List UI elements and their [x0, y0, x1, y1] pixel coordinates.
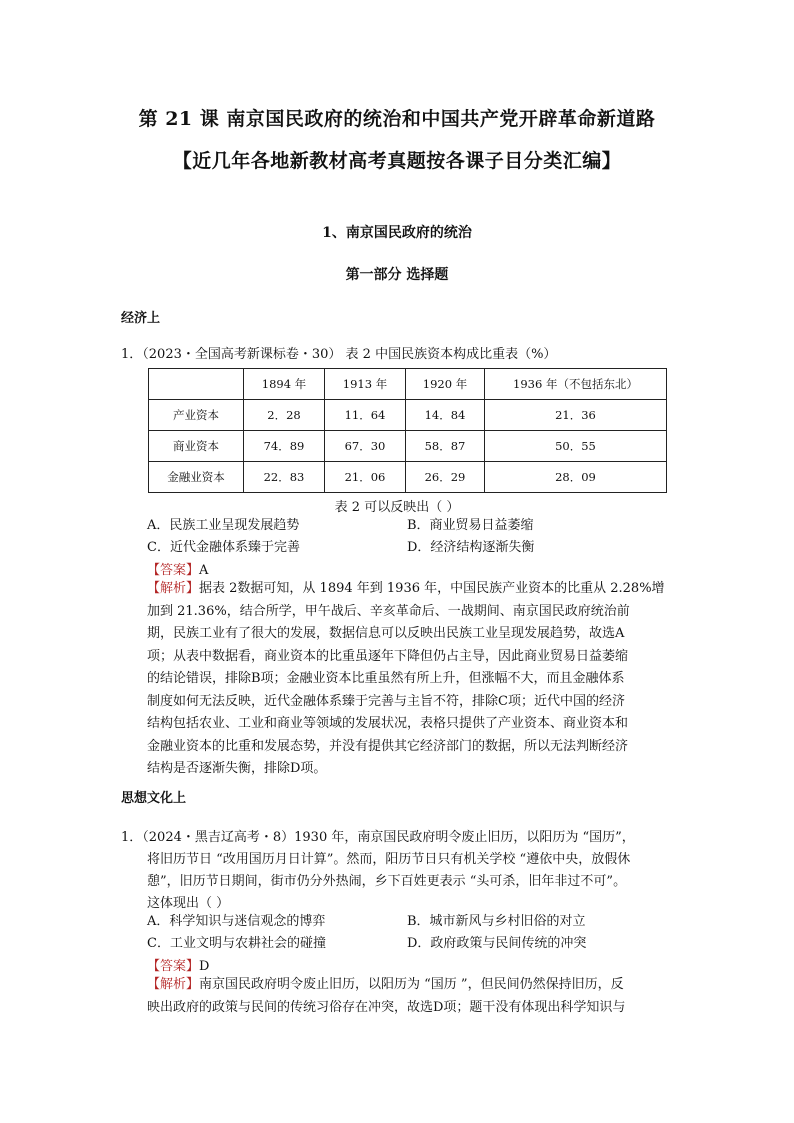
question-2-analysis	[147, 974, 675, 1019]
table-cell	[149, 369, 244, 400]
analysis-line: 映出政府的政策与民间的传统习俗存在冲突，故选D项；题干没有体现出科学知识与	[147, 999, 626, 1015]
table-cell: 21．06	[325, 462, 406, 493]
category-culture: 思想文化上	[121, 791, 187, 806]
analysis-line: 期，民族工业有了很大的发展，数据信息可以反映出民族工业呈现发展趋势，故选A	[147, 626, 625, 641]
section-heading: 1、南京国民政府的统治	[322, 225, 472, 241]
table-cell: 金融业资本	[149, 462, 244, 493]
table-cell: 14．84	[406, 400, 485, 431]
table-caption-question: 表 2 可以反映出（ ）	[334, 500, 460, 515]
stem-line: 1．（2024・黑吉辽高考・8）1930 年，南京国民政府明令废止旧历，以阳历为 “国历”，	[121, 830, 635, 845]
table-cell: 1894 年	[244, 369, 325, 400]
table-cell: 28．09	[485, 462, 667, 493]
analysis-label: 【解析】	[147, 581, 200, 596]
option-d: D．政府政策与民间传统的冲突	[407, 936, 587, 951]
table-cell: 74．89	[244, 431, 325, 462]
table-cell: 50．55	[485, 431, 667, 462]
analysis-line: 项；从表中数据看，商业资本的比重虽逐年下降但仍占主导，因此商业贸易日益萎缩	[147, 648, 629, 664]
question-2-answer	[147, 955, 209, 974]
question-2-stem	[121, 827, 681, 915]
stem-line: 将旧历节日 “改用国历月日计算”。然而，阳历节日只有机关学校 “遵依中央，放假休	[147, 852, 631, 867]
table-row	[149, 431, 667, 462]
option-b: B．商业贸易日益萎缩	[407, 518, 534, 533]
table-cell: 1913 年	[325, 369, 406, 400]
table-cell: 67．30	[325, 431, 406, 462]
answer-label: 【答案】	[147, 563, 200, 578]
analysis-line: 据表 2数据可知，从 1894 年到 1936 年，中国民族产业资本的比重从 2.28%增	[199, 581, 665, 596]
analysis-line: 结构包括农业、工业和商业等领域的发展状况，表格只提供了产业资本、商业资本和	[147, 716, 629, 731]
table-cell: 26．29	[406, 462, 485, 493]
option-c: C．近代金融体系臻于完善	[147, 540, 300, 555]
table-cell: 58．87	[406, 431, 485, 462]
table-cell: 产业资本	[149, 400, 244, 431]
table-header-row	[149, 369, 667, 400]
stem-line: 憩”，旧历节日期间，街市仍分外热闹，乡下百姓更表示 “头可杀，旧年非过不可”。	[147, 874, 627, 889]
capital-structure-table	[148, 368, 667, 493]
table-cell: 2．28	[244, 400, 325, 431]
analysis-line: 结构是否逐渐失衡，排除D项。	[147, 761, 327, 776]
answer-value: D	[199, 959, 210, 974]
table-cell: 21．36	[485, 400, 667, 431]
option-a: A．科学知识与迷信观念的博弈	[147, 914, 326, 929]
analysis-line: 金融业资本的比重和发展态势，并没有提供其它经济部门的数据，所以无法判断经济	[147, 738, 629, 754]
stem-line: 这体现出（ ）	[147, 896, 230, 911]
answer-label: 【答案】	[147, 959, 200, 974]
analysis-label: 【解析】	[147, 977, 200, 992]
category-economy: 经济上	[121, 311, 161, 326]
part-heading: 第一部分 选择题	[345, 267, 449, 283]
analysis-line: 南京国民政府明令废止旧历，以阳历为 “国历 ”，但民间仍然保持旧历，反	[199, 977, 624, 992]
question-1-analysis	[147, 578, 675, 781]
table-row	[149, 462, 667, 493]
analysis-line: 制度如何无法反映，近代金融体系臻于完善与主旨不符，排除C项；近代中国的经济	[147, 693, 625, 709]
answer-value: A	[199, 563, 209, 578]
table-cell: 商业资本	[149, 431, 244, 462]
table-cell: 1936 年（不包括东北）	[485, 369, 667, 400]
question-2-options	[147, 911, 667, 955]
table-row	[149, 400, 667, 431]
question-1-answer	[147, 559, 208, 578]
analysis-line: 加到 21.36%，结合所学，甲午战后、辛亥革命后、一战期间、南京国民政府统治前	[147, 603, 630, 619]
table-cell: 1920 年	[406, 369, 485, 400]
question-1-options	[147, 515, 667, 559]
table-cell: 11．64	[325, 400, 406, 431]
option-c: C．工业文明与农耕社会的碰撞	[147, 936, 326, 951]
lesson-title: 第 21 课 南京国民政府的统治和中国共产党开辟革命新道路	[138, 108, 656, 130]
option-a: A．民族工业呈现发展趋势	[147, 518, 300, 533]
option-b: B．城市新风与乡村旧俗的对立	[407, 914, 586, 929]
compilation-subtitle: 【近几年各地新教材高考真题按各课子目分类汇编】	[172, 150, 622, 172]
analysis-line: 的结论错误，排除B项；金融业资本比重虽然有所上升，但涨幅不大，而且金融体系	[147, 671, 625, 686]
table-cell: 22．83	[244, 462, 325, 493]
option-d: D．经济结构逐渐失衡	[407, 540, 535, 555]
question-1-stem: 1．（2023・全国高考新课标卷・30） 表 2 中国民族资本构成比重表（%）	[121, 347, 557, 362]
